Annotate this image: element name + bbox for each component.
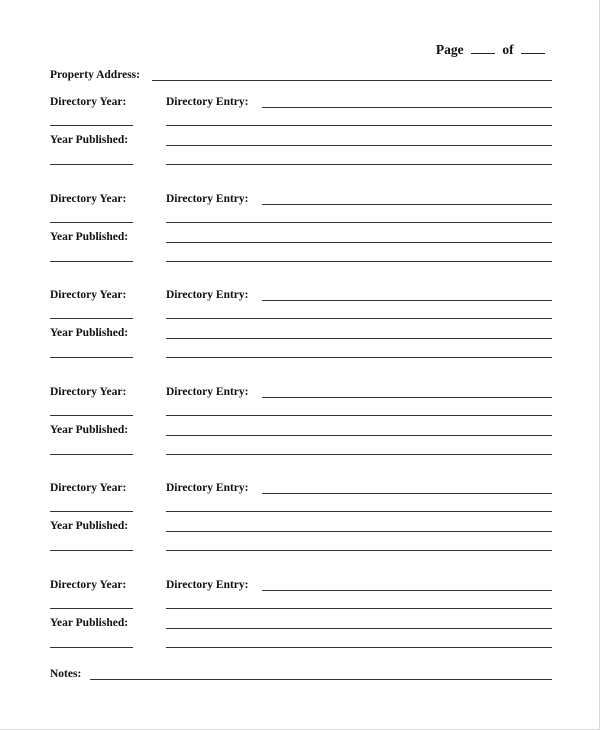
year-published-label: Year Published: [50,616,129,629]
directory-entry-continuation-line[interactable] [166,357,552,358]
year-published-row [50,133,552,149]
directory-year-value-line[interactable] [50,608,133,609]
page-total-blank[interactable] [521,52,545,54]
notes-line[interactable] [90,679,552,680]
directory-year-row [50,481,552,497]
directory-entry-continuation-line[interactable] [166,531,552,532]
directory-year-row [50,288,552,304]
page-number-blank[interactable] [471,52,495,54]
directory-entry-label: Directory Entry: [166,289,249,301]
notes-label: Notes: [50,668,82,680]
directory-year-row [50,95,552,111]
page-number-field [436,42,549,58]
blank-line-row [50,538,552,554]
directory-year-label: Directory Year: [50,192,127,205]
of-label: of [502,42,514,57]
blank-line-row [50,306,552,322]
directory-year-label: Directory Year: [50,96,127,108]
directory-entry-continuation-line[interactable] [166,164,552,165]
year-published-value-line[interactable] [50,357,133,358]
directory-entry-continuation-line[interactable] [166,454,552,455]
year-published-value-line[interactable] [50,550,133,551]
directory-entry-line[interactable] [262,590,552,591]
directory-year-label: Directory Year: [50,578,127,591]
directory-entry-label: Directory Entry: [166,482,249,494]
directory-entry-continuation-line[interactable] [166,628,552,629]
year-published-label: Year Published: [50,520,129,532]
directory-entry-line[interactable] [262,204,552,205]
directory-year-row [50,192,552,208]
directory-entry-label: Directory Entry: [166,192,249,205]
blank-line-row [50,442,552,458]
directory-year-value-line[interactable] [50,222,133,223]
blank-line-row [50,210,552,226]
directory-entry-continuation-line[interactable] [166,647,552,648]
directory-entry-continuation-line[interactable] [166,338,552,339]
directory-year-label: Directory Year: [50,482,127,494]
year-published-row [50,423,552,439]
property-address-line[interactable] [152,80,552,81]
directory-year-label: Directory Year: [50,385,127,398]
directory-entry-continuation-line[interactable] [166,511,552,512]
directory-entry-label: Directory Entry: [166,96,249,108]
directory-year-row [50,578,552,594]
directory-entry-continuation-line[interactable] [166,415,552,416]
directory-entry-continuation-line[interactable] [166,222,552,223]
blank-line-row [50,499,552,515]
year-published-row [50,616,552,632]
directory-entry-continuation-line[interactable] [166,145,552,146]
page-label: Page [435,42,464,57]
directory-entry-continuation-line[interactable] [166,550,552,551]
year-published-value-line[interactable] [50,647,133,648]
directory-year-label: Directory Year: [50,289,127,301]
year-published-value-line[interactable] [50,261,133,262]
blank-line-row [50,152,552,168]
directory-entry-continuation-line[interactable] [166,318,552,319]
directory-entry-line[interactable] [262,493,552,494]
year-published-value-line[interactable] [50,454,133,455]
year-published-label: Year Published: [50,327,129,339]
directory-year-value-line[interactable] [50,318,133,319]
directory-year-value-line[interactable] [50,415,133,416]
year-published-row [50,326,552,342]
directory-entry-continuation-line[interactable] [166,125,552,126]
year-published-label: Year Published: [50,230,129,243]
directory-year-value-line[interactable] [50,511,133,512]
directory-entry-continuation-line[interactable] [166,608,552,609]
directory-entry-continuation-line[interactable] [166,435,552,436]
directory-entry-line[interactable] [262,300,552,301]
year-published-label: Year Published: [50,134,129,146]
notes-row [50,667,552,683]
blank-line-row [50,113,552,129]
year-published-value-line[interactable] [50,164,133,165]
year-published-row [50,519,552,535]
property-address-row [50,68,552,84]
directory-entry-line[interactable] [262,397,552,398]
directory-entry-label: Directory Entry: [166,578,249,591]
blank-line-row [50,249,552,265]
directory-entry-continuation-line[interactable] [166,261,552,262]
directory-entry-line[interactable] [262,107,552,108]
year-published-label: Year Published: [50,423,129,436]
blank-line-row [50,403,552,419]
blank-line-row [50,345,552,361]
year-published-row [50,230,552,246]
property-address-label: Property Address: [50,69,140,81]
directory-year-value-line[interactable] [50,125,133,126]
directory-year-row [50,385,552,401]
directory-entry-continuation-line[interactable] [166,242,552,243]
directory-entry-label: Directory Entry: [166,385,249,398]
blank-line-row [50,596,552,612]
blank-line-row [50,635,552,651]
